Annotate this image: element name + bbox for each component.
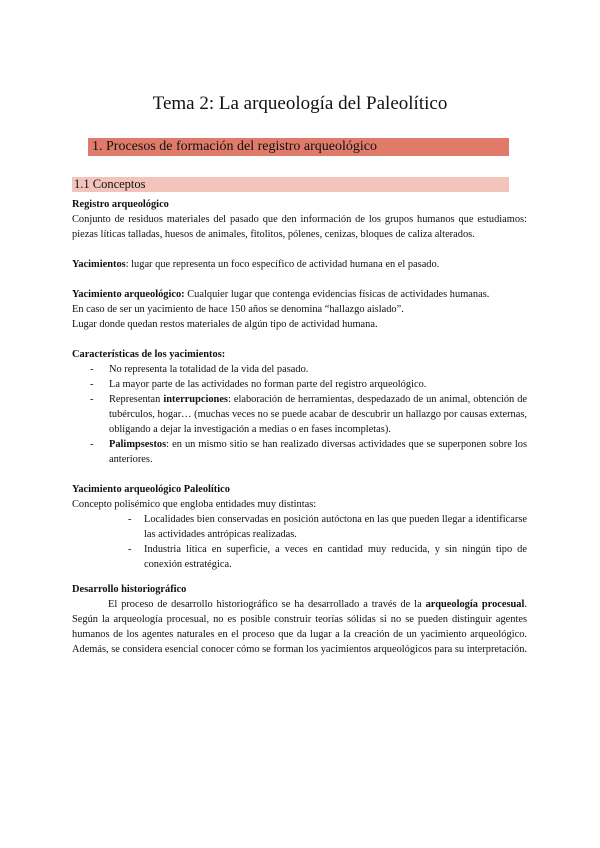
yacimientos-paragraph bbox=[72, 257, 527, 272]
desarrollo-bold: arqueología procesual bbox=[425, 599, 525, 610]
yac-arq-line2: En caso de ser un yacimiento de hace 150 años se denomina “hallazgo aislado”. bbox=[72, 304, 404, 315]
registro-heading: Registro arqueológico bbox=[72, 199, 169, 210]
list-item: - La mayor parte de las actividades no forman parte del registro arqueológico. bbox=[72, 377, 527, 392]
list-item: - No representa la totalidad de la vida del pasado. bbox=[72, 362, 527, 377]
paleolitico-intro: Concepto polisémico que engloba entidades muy distintas: bbox=[72, 499, 317, 510]
paleolitico-list bbox=[72, 512, 527, 572]
desarrollo-text: El proceso de desarrollo historiográfico se ha desarrollado a través de la bbox=[108, 599, 426, 610]
list-item-bold: Palimpsestos bbox=[109, 439, 167, 450]
desarrollo-text: . Según la arqueología procesual, no es posible construir teorías sólidas si no se pueden distinguir agentes humanos de los agentes naturales en el proceso que da lugar a la creación de un yacimiento arqueológico. Además, se considera esencial conocer cómo se forman los yacimientos arqueológicos para su interpretación. bbox=[72, 599, 528, 655]
list-item bbox=[72, 437, 527, 467]
yac-arq-line3: Lugar donde quedan restos materiales de algún tipo de actividad humana. bbox=[72, 319, 378, 330]
desarrollo-paragraph bbox=[72, 597, 527, 657]
list-item: - Industria lítica en superficie, a veces en cantidad muy reducida, y sin ningún tipo de conexión estratégica. bbox=[72, 542, 527, 572]
desarrollo-heading: Desarrollo historiográfico bbox=[72, 584, 187, 595]
subsection-heading-1-1 bbox=[72, 177, 509, 192]
list-item-bold: interrupciones bbox=[163, 394, 228, 405]
page-title: Tema 2: La arqueología del Paleolítico bbox=[152, 93, 448, 114]
list-item-text: : en un mismo sitio se han realizado diversas actividades que se superponen sobre los anteriores. bbox=[109, 439, 527, 465]
section-heading-1-text: 1. Procesos de formación del registro arqueológico bbox=[92, 139, 377, 154]
yac-arq-text: Cualquier lugar que contenga evidencias físicas de actividades humanas. bbox=[184, 289, 490, 300]
yacimientos-text: : lugar que representa un foco específico de actividad humana en el pasado. bbox=[125, 259, 440, 270]
document-body bbox=[72, 197, 527, 657]
list-item bbox=[72, 392, 527, 437]
list-item: - Localidades bien conservadas en posición autóctona en las que pueden llegar a identificarse las actividades antrópicas realizadas. bbox=[72, 512, 527, 542]
paleolitico-heading: Yacimiento arqueológico Paleolítico bbox=[72, 484, 230, 495]
caracteristicas-heading: Características de los yacimientos: bbox=[72, 349, 226, 360]
section-heading-1 bbox=[88, 138, 509, 156]
list-item-text: Representan bbox=[109, 394, 164, 405]
yac-arq-paragraph bbox=[72, 287, 527, 302]
list-item-text: : elaboración de herramientas, despedazado de un animal, obtención de tubérculos, hogar… (muchas veces no se puede acabar de descubrir un hallazgo por causas externas, obligando a dejar la investigación a medias o en fases incompletas). bbox=[109, 394, 527, 435]
yacimientos-term: Yacimientos bbox=[72, 259, 126, 270]
yac-arq-term: Yacimiento arqueológico: bbox=[72, 289, 185, 300]
registro-text: Conjunto de residuos materiales del pasado que den información de los grupos humanos que estudiamos: piezas líticas talladas, huesos de animales, fitolitos, pólenes, cenizas, bloques de caliza alterados. bbox=[72, 214, 527, 240]
caracteristicas-list bbox=[72, 362, 527, 467]
subsection-heading-1-1-text: 1.1 Conceptos bbox=[74, 177, 146, 191]
